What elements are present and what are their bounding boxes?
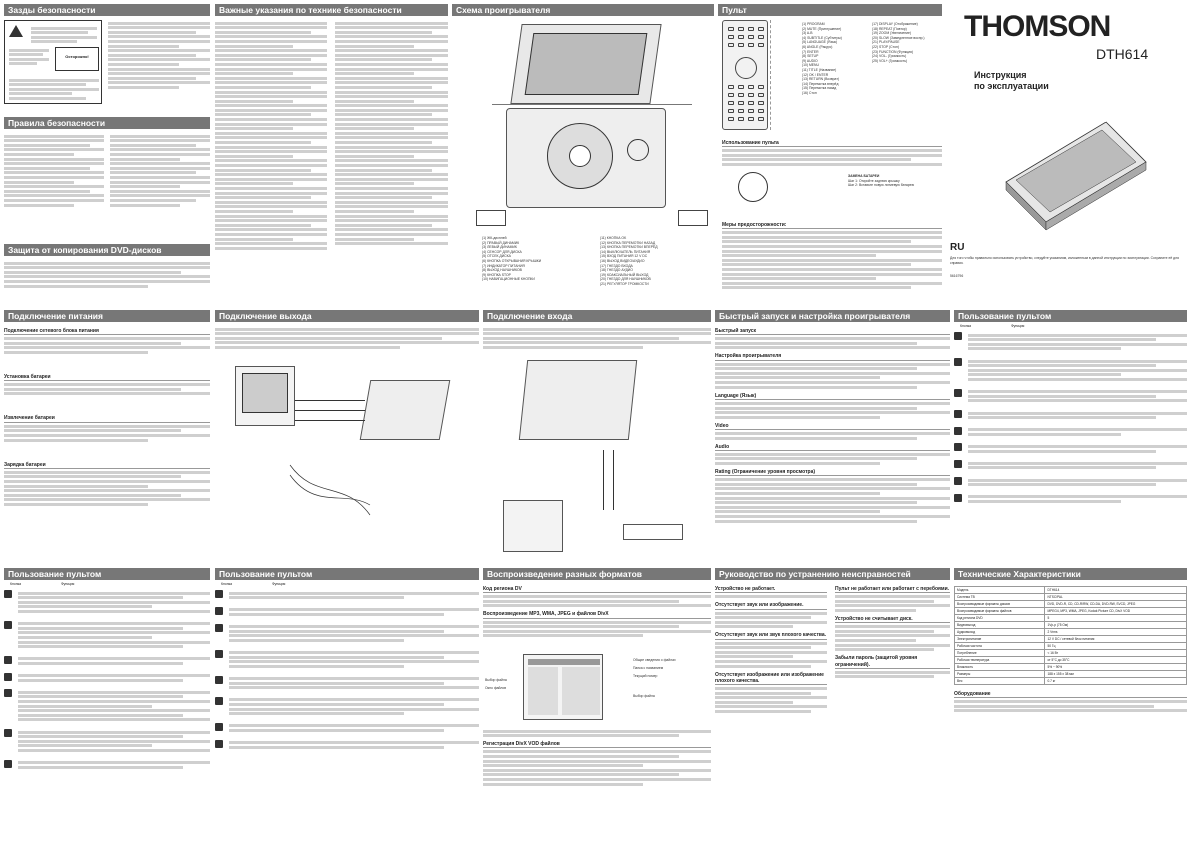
- trouble-item-3: Отсутствует звук или звук плохого качества.: [715, 632, 827, 639]
- remote-use-rows: [4, 590, 210, 776]
- button-icon: [215, 697, 223, 705]
- spec-row: [955, 671, 1187, 678]
- safety-zones-section: [4, 4, 210, 112]
- quickstart-section: [715, 310, 950, 564]
- button-icon: [4, 621, 12, 629]
- section-header: Подключение питания: [4, 310, 210, 322]
- quick-sub-5: Audio: [715, 444, 950, 451]
- fig-label-4: Папка с названием: [633, 666, 664, 670]
- button-icon: [954, 427, 962, 435]
- section-header: Защита от копирования DVD-дисков: [4, 244, 210, 256]
- spec-row: [955, 615, 1187, 622]
- model-number: DTH614: [1096, 46, 1149, 62]
- spec-value: NTSC/PAL: [1045, 594, 1187, 601]
- power-section: [4, 310, 210, 564]
- button-icon: [954, 494, 962, 502]
- button-icon: [954, 477, 962, 485]
- warning-triangle-icon: [9, 25, 23, 37]
- col-function: Функция: [1011, 324, 1025, 328]
- button-icon: [954, 443, 962, 451]
- important-text-col2: [335, 20, 448, 247]
- button-icon: [4, 673, 12, 681]
- important-text-col1: [215, 20, 327, 251]
- section-header: Пользование пультом: [215, 568, 479, 580]
- button-icon: [215, 590, 223, 598]
- language-code: RU: [950, 242, 965, 253]
- spec-row: [955, 608, 1187, 615]
- player-connection-illustration: [360, 380, 451, 440]
- battery-cover-illustration: [738, 172, 768, 202]
- button-icon: [4, 760, 12, 768]
- section-header: Пользование пультом: [954, 310, 1187, 322]
- dvd-source-box: [623, 524, 683, 540]
- tv-illustration: [235, 366, 295, 426]
- scheme-legend-left: (1) ЖК-дисплей (2) ПРАВЫЙ ДИНАМИК (3) ЛЕВЫЙ ДИНАМИК (4) СЕНСОР ДЛЯ ДИСКА (5) ОТСЕК ДИСКА (6) КНОПКА ОТКРЫВАНИЯ КРЫШКИ (7) ИНДИКАТОР ПИТАНИЯ (8) ВЫХОД НАУШНИКОВ (9) КНОПКА STOP (10) НАВИГАЦИОННЫЕ КНОПКИ: [482, 236, 542, 282]
- output-text: [215, 326, 479, 351]
- section-header: Важные указания по технике безопасности: [215, 4, 448, 16]
- precautions: Меры предосторожности:: [722, 218, 942, 291]
- quick-sub-6: Rating (Ограничение уровня просмотра): [715, 469, 950, 476]
- table-header: [4, 582, 210, 586]
- spec-value: < 16 Вт: [1045, 650, 1187, 657]
- spec-value: 0.7 кг: [1045, 678, 1187, 685]
- player-cover-illustration: [986, 112, 1156, 240]
- spec-label: Вес: [955, 678, 1045, 685]
- fig-label-6: Выбор файла: [633, 694, 655, 698]
- cable-illustration: [285, 460, 375, 520]
- manual-title-line1: Инструкция: [974, 70, 1027, 80]
- input-text: [483, 326, 711, 351]
- spec-label: Код региона DVD: [955, 615, 1045, 622]
- warning-text: [31, 25, 97, 45]
- section-header: Схема проигрывателя: [452, 4, 714, 16]
- button-icon: [954, 410, 962, 418]
- remote-usage: Использование пульта: [722, 136, 942, 168]
- fig-label-1: Выбор файла: [485, 678, 507, 682]
- spec-label: Влажность: [955, 664, 1045, 671]
- manual-title: [974, 70, 1049, 92]
- spec-label: Видеовыход: [955, 622, 1045, 629]
- remote-illustration: [722, 20, 768, 130]
- button-icon: [4, 689, 12, 697]
- manual-title-line2: по эксплуатации: [974, 80, 1049, 91]
- remote-section: [718, 4, 942, 304]
- spec-value: MPEG4, MP3, WMA, JPEG, Kodak Picture CD, DivX VOD: [1045, 608, 1187, 615]
- trouble-item-7: Забыли пароль (защитой уровня ограничений).: [835, 655, 950, 669]
- spec-label: Рабочая частота: [955, 643, 1045, 650]
- spec-row: [955, 650, 1187, 657]
- rules-text-col2: [110, 133, 210, 208]
- power-sub-3: Извлечение батареи: [4, 415, 210, 422]
- spec-row: [955, 636, 1187, 643]
- spec-value: DTH614: [1045, 587, 1187, 594]
- player-base-illustration: [506, 108, 666, 208]
- player-lid-illustration: [510, 24, 661, 104]
- col-button: Кнопка: [960, 324, 972, 328]
- button-icon: [954, 332, 962, 340]
- power-sub-1: Подключение сетевого блока питания: [4, 328, 210, 335]
- spec-value: 12 V DC / сетевой блок питания: [1045, 636, 1187, 643]
- button-icon: [215, 607, 223, 615]
- rules-text-col1: [4, 133, 104, 208]
- table-header: [954, 324, 1187, 328]
- spec-label: Система ТВ: [955, 594, 1045, 601]
- file-browser-illustration: [523, 654, 603, 720]
- thomson-logo: THOMSON: [964, 10, 1111, 43]
- button-icon: [4, 656, 12, 664]
- col-function: Функция: [61, 582, 75, 586]
- disc-spindle: [569, 145, 591, 167]
- warning-text-2: [9, 47, 49, 67]
- remote-use-section-1: [954, 310, 1187, 564]
- important-instructions-section: [215, 4, 448, 304]
- button-icon: [215, 740, 223, 748]
- spec-row: [955, 664, 1187, 671]
- fig-label-3: Общие сведения о файлах: [633, 658, 676, 662]
- formats-sub-2: Воспроизведение MP3, WMA, JPEG и файлов DivX: [483, 611, 711, 618]
- spec-value: 50 Гц: [1045, 643, 1187, 650]
- trouble-item-4: Отсутствует изображение или изображение плохого качества.: [715, 672, 827, 686]
- spec-row: [955, 629, 1187, 636]
- spec-table: [954, 586, 1187, 685]
- spec-label: Аудиовыход: [955, 629, 1045, 636]
- spec-value: 5: [1045, 615, 1187, 622]
- section-header: Быстрый запуск и настройка проигрывателя: [715, 310, 950, 322]
- spec-value: 5% ~ 90%: [1045, 664, 1187, 671]
- intro-note: Для того чтобы правильно использовать устройство, следуйте указаниям, изложенным в данной инструкции по эксплуатации. Сохраните её для справки.: [950, 256, 1179, 265]
- spec-value: 1Vp-p (75 Ом): [1045, 622, 1187, 629]
- spec-row: [955, 643, 1187, 650]
- fig-label-5: Текущий номер: [633, 674, 658, 678]
- section-header: Воспроизведение разных форматов: [483, 568, 711, 580]
- cover-section: [946, 4, 1187, 304]
- navigation-pad: [627, 139, 649, 161]
- quick-sub-4: Video: [715, 423, 950, 430]
- copy-protection-section: [4, 244, 210, 304]
- col-button: Кнопка: [10, 582, 22, 586]
- remote-use-rows: [954, 332, 1187, 511]
- power-sub-4: Зарядка батареи: [4, 462, 210, 469]
- output-section: [215, 310, 479, 564]
- spec-value: от 5°C до 35°C: [1045, 657, 1187, 664]
- spec-label: Воспроизводимые форматы файлов: [955, 608, 1045, 615]
- warning-text-3: [9, 77, 99, 102]
- spec-row: [955, 622, 1187, 629]
- formats-sub-1: Код региона DV: [483, 586, 711, 593]
- copy-text: [4, 260, 210, 289]
- spec-value: 188 x 155 x 38 мм: [1045, 671, 1187, 678]
- input-section: [483, 310, 711, 564]
- trouble-item-6: Устройство не считывает диск.: [835, 616, 950, 623]
- spec-row: [955, 678, 1187, 685]
- table-header: [215, 582, 479, 586]
- caution-box: Осторожно!: [55, 47, 99, 71]
- section-header: Технические Характеристики: [954, 568, 1187, 580]
- section-header: Подключение входа: [483, 310, 711, 322]
- trouble-item-1: Устройство не работает.: [715, 586, 827, 593]
- section-header: Правила безопасности: [4, 117, 210, 129]
- spec-row: [955, 587, 1187, 594]
- col-button: Кнопка: [221, 582, 233, 586]
- section-header: Зазды безопасности: [4, 4, 210, 16]
- spec-row: [955, 657, 1187, 664]
- remote-use-section-2: [4, 568, 210, 838]
- col-function: Функция: [272, 582, 286, 586]
- section-header: Подключение выхода: [215, 310, 479, 322]
- formats-section: [483, 568, 711, 838]
- button-icon: [954, 358, 962, 366]
- section-header: Руководство по устранению неисправностей: [715, 568, 950, 580]
- button-icon: [4, 729, 12, 737]
- spec-label: Электропитание: [955, 636, 1045, 643]
- trouble-item-2: Отсутствует звук или изображение.: [715, 602, 827, 609]
- side-panel-illustration: [476, 210, 506, 226]
- battery-replace: ЗАМЕНА БАТАРЕИ Шаг 1: Откройте заднюю крышку Шаг 2: Вставьте новую литиевую батарею: [848, 174, 915, 188]
- formats-sub-3: Регистрация DivX VOD файлов: [483, 741, 711, 748]
- input-tv-illustration: [503, 500, 563, 552]
- button-icon: [215, 624, 223, 632]
- spec-row: [955, 594, 1187, 601]
- fig-label-2: Окно файлов: [485, 686, 507, 690]
- safety-text: [108, 20, 210, 91]
- button-icon: [4, 590, 12, 598]
- spec-label: Воспроизводимые форматы дисков: [955, 601, 1045, 608]
- dvd-player-image: [986, 112, 1156, 240]
- safety-rules-section: [4, 117, 210, 239]
- equipment-text: [954, 700, 1187, 712]
- spec-value: 2 Vrms: [1045, 629, 1187, 636]
- section-header: Пульт: [718, 4, 942, 16]
- spec-label: Рабочая температура: [955, 657, 1045, 664]
- player-scheme-section: [452, 4, 714, 304]
- button-icon: [215, 676, 223, 684]
- spec-value: DVD, DVD-R, CD, CD-R/RW, CD-DA, DVD-RW, SVCD, JPEG: [1045, 601, 1187, 608]
- spec-row: [955, 601, 1187, 608]
- remote-legend-1: (1) PROGRAM (2) MUTE (Приглушение) (3) A-B (4) SUBTITLE (Субтитры) (5) LANGUAGE (Язык) (6) ANGLE (Ракурс) (7) ENTER (8) SETUP (9) AUDIO (10) MENU (11) TITLE (Название) (12) OK / ENTER (13) RETURN (Возврат) (14) Перемотка вперёд (15) Перемотка назад (16) Стоп: [802, 22, 842, 95]
- lcd-screen: [525, 33, 648, 95]
- remote-use-rows: [215, 590, 479, 756]
- spec-label: Размеры: [955, 671, 1045, 678]
- button-icon: [954, 389, 962, 397]
- section-header: Пользование пультом: [4, 568, 210, 580]
- remote-legend-2: (17) DISPLAY (Отображение) (18) REPEAT (Повтор) (19) ZOOM (Увеличение) (20) SLOW (Замедленное воспр.) (21) PLAY/PAUSE (22) STOP (Стоп) (23) FUNCTION (Функция) (24) VOL- (Громкость) (25) VOL+ (Громкость): [872, 22, 925, 63]
- trouble-item-5: Пульт не работает или работает с перебоями.: [835, 586, 950, 592]
- spec-label: Модель: [955, 587, 1045, 594]
- doc-code: 5616796: [950, 274, 964, 278]
- quick-sub-3: Language (Язык): [715, 393, 950, 400]
- button-icon: [954, 460, 962, 468]
- remote-nav-pad: [735, 57, 757, 79]
- quick-sub-2: Настройка проигрывателя: [715, 353, 950, 360]
- spec-label: Потребление: [955, 650, 1045, 657]
- scheme-legend-right: (11) КНОПКА OK (12) КНОПКА ПЕРЕМОТКИ НАЗАД (13) КНОПКА ПЕРЕМОТКИ ВПЕРЁД (14) ВЫКЛЮЧАТЕЛЬ ПИТАНИЯ (15) ВХОД ПИТАНИЯ 12 V DC (16) ВЫХОД ВИДЕО/АУДИО (17) ГНЕЗДО ВХОДА (18) ГНЕЗДО АУДИО (19) КОАКСИАЛЬНЫЙ ВЫХОД (20) ГНЕЗДО ДЛЯ НАУШНИКОВ (21) РЕГУЛЯТОР ГРОМКОСТИ: [600, 236, 658, 286]
- equipment-heading: Оборудование: [954, 691, 1187, 698]
- quick-sub-1: Быстрый запуск: [715, 328, 950, 335]
- remote-use-section-3: [215, 568, 479, 838]
- troubleshooting-section: [715, 568, 950, 838]
- button-icon: [215, 650, 223, 658]
- power-sub-2: Установка батареи: [4, 374, 210, 381]
- warning-label-box: [4, 20, 102, 104]
- player-input-illustration: [519, 360, 637, 440]
- button-icon: [215, 723, 223, 731]
- spec-section: [954, 568, 1187, 838]
- side-panel-illustration-2: [678, 210, 708, 226]
